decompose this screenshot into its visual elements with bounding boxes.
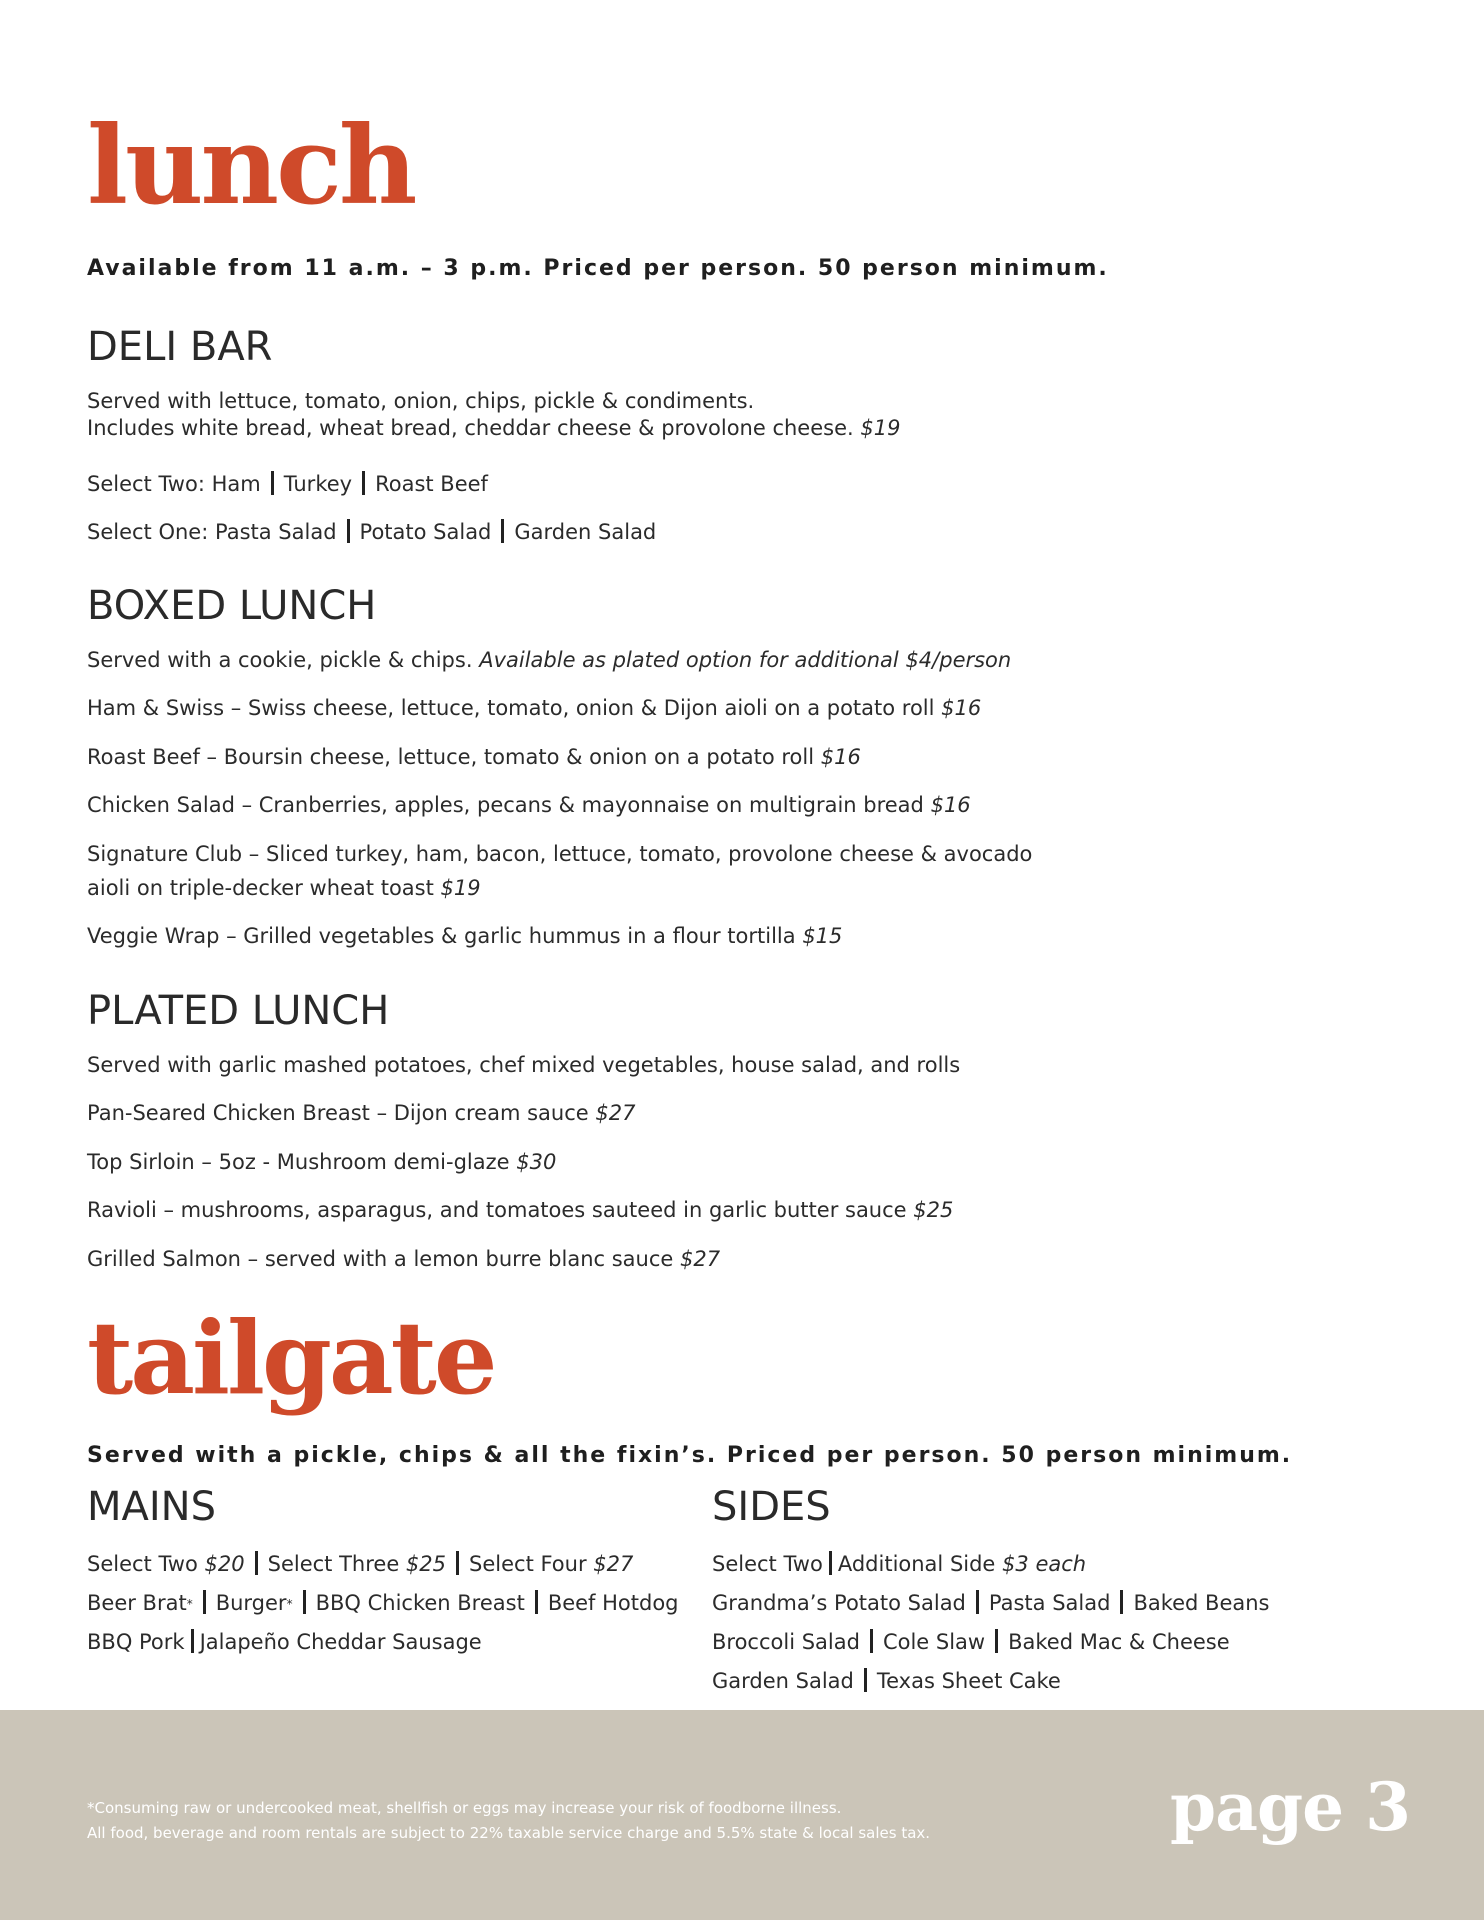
- divider: [255, 1551, 258, 1575]
- menu-item: Ravioli – mushrooms, asparagus, and tomatoes sauteed in garlic butter sauce $25: [87, 1198, 954, 1222]
- menu-item: Roast Beef – Boursin cheese, lettuce, tomato & onion on a potato roll $16: [87, 745, 861, 769]
- divider: [191, 1629, 194, 1653]
- mains-pricing: Select Two $20 Select Three $25 Select Four $27: [87, 1552, 634, 1576]
- tailgate-title: tailgate: [87, 1299, 495, 1417]
- mains-heading: MAINS: [87, 1484, 216, 1530]
- boxed-lunch-desc: Served with a cookie, pickle & chips. Available as plated option for additional $4/person: [87, 648, 1012, 672]
- sides-heading: SIDES: [712, 1484, 831, 1530]
- deli-bar-select-one: Select One: Pasta Salad Potato Salad Garden Salad: [87, 520, 657, 544]
- boxed-lunch-heading: BOXED LUNCH: [87, 583, 377, 629]
- divider: [203, 1590, 206, 1614]
- mains-items-row-2: BBQ Pork Jalapeño Cheddar Sausage: [87, 1630, 482, 1654]
- divider: [976, 1590, 979, 1614]
- deli-bar-desc-2: Includes white bread, wheat bread, cheddar cheese & provolone cheese. $19: [87, 416, 901, 440]
- divider: [501, 519, 504, 543]
- deli-bar-heading: DELI BAR: [87, 324, 273, 370]
- page-number: page 3: [1170, 1768, 1410, 1846]
- menu-item: Signature Club – Sliced turkey, ham, bacon, lettuce, tomato, provolone cheese & avocado: [87, 842, 1033, 866]
- divider: [362, 471, 365, 495]
- divider: [456, 1551, 459, 1575]
- deli-bar-price: $19: [860, 416, 901, 440]
- divider: [829, 1551, 832, 1575]
- menu-item: Top Sirloin – 5oz - Mushroom demi-glaze $30: [87, 1150, 557, 1174]
- sides-row-2: Broccoli Salad Cole Slaw Baked Mac & Cheese: [712, 1630, 1230, 1654]
- menu-item: Chicken Salad – Cranberries, apples, pecans & mayonnaise on multigrain bread $16: [87, 793, 971, 817]
- menu-item: Pan-Seared Chicken Breast – Dijon cream sauce $27: [87, 1101, 636, 1125]
- divider: [347, 519, 350, 543]
- plated-lunch-heading: PLATED LUNCH: [87, 988, 390, 1034]
- footnote-service-charge: All food, beverage and room rentals are subject to 22% taxable service charge and 5.5% state & local sales tax.: [87, 1824, 931, 1842]
- menu-item: Ham & Swiss – Swiss cheese, lettuce, tomato, onion & Dijon aioli on a potato roll $16: [87, 696, 982, 720]
- lunch-title: lunch: [87, 103, 415, 229]
- sides-pricing: Select Two Additional Side $3 each: [712, 1552, 1087, 1576]
- sides-row-1: Grandma’s Potato Salad Pasta Salad Baked Beans: [712, 1591, 1270, 1615]
- footnote-raw-food: *Consuming raw or undercooked meat, shellfish or eggs may increase your risk of foodborne illness.: [87, 1799, 842, 1817]
- divider: [864, 1668, 867, 1692]
- deli-bar-select-two: Select Two: Ham Turkey Roast Beef: [87, 472, 488, 496]
- divider: [870, 1629, 873, 1653]
- mains-items-row-1: Beer Brat* Burger* BBQ Chicken Breast Beef Hotdog: [87, 1591, 679, 1615]
- divider: [995, 1629, 998, 1653]
- menu-item: Veggie Wrap – Grilled vegetables & garlic hummus in a flour tortilla $15: [87, 924, 843, 948]
- deli-bar-desc-1: Served with lettuce, tomato, onion, chips, pickle & condiments.: [87, 389, 755, 413]
- divider: [303, 1590, 306, 1614]
- divider: [1120, 1590, 1123, 1614]
- menu-item: Grilled Salmon – served with a lemon burre blanc sauce $27: [87, 1247, 721, 1271]
- divider: [271, 471, 274, 495]
- sides-row-3: Garden Salad Texas Sheet Cake: [712, 1669, 1061, 1693]
- plated-lunch-desc: Served with garlic mashed potatoes, chef mixed vegetables, house salad, and rolls: [87, 1053, 961, 1077]
- menu-item-continued: aioli on triple-decker wheat toast $19: [87, 876, 481, 900]
- lunch-tagline: Available from 11 a.m. – 3 p.m. Priced per person. 50 person minimum.: [87, 256, 1109, 281]
- divider: [535, 1590, 538, 1614]
- tailgate-tagline: Served with a pickle, chips & all the fixin’s. Priced per person. 50 person minimum.: [87, 1443, 1293, 1468]
